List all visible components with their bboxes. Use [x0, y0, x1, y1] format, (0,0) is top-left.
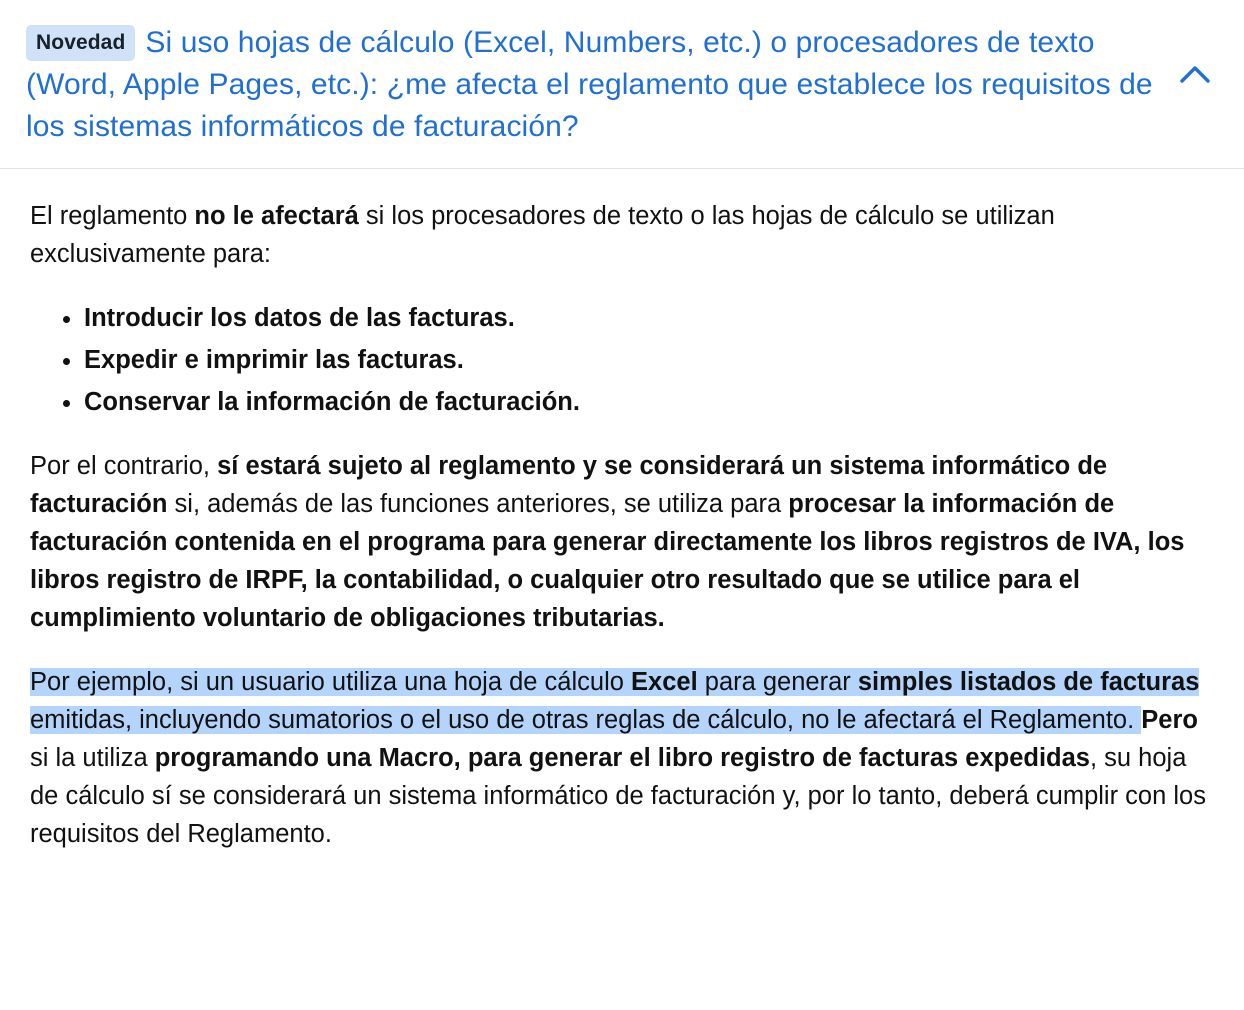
chevron-up-icon[interactable] — [1172, 52, 1218, 98]
para2-bold-2: procesar la información de facturación contenida en el programa para generar directamente los libros registros de IVA, los libros registro de IRPF, la contabilidad, o cualquier otro resultado que se utilice para el cumplimiento voluntario de obligaciones tributarias. — [30, 490, 1185, 632]
para3-bold-4: programando una Macro, para generar el libro registro de facturas expedidas — [154, 744, 1090, 772]
para2-text-2: si, además de las funciones anteriores, se utiliza para — [167, 490, 789, 518]
faq-answer-body — [0, 169, 1244, 883]
list-item: • Conservar la información de facturación. — [84, 383, 1214, 421]
faq-question-text — [26, 22, 1154, 148]
faq-question-label: Si uso hojas de cálculo (Excel, Numbers, etc.) o procesadores de texto (Word, Apple Pages, etc.): ¿me afecta el reglamento que establece los requisitos de los sistemas informáticos de facturación? — [26, 26, 1153, 143]
para2-text-1: Por el contrario, — [30, 452, 218, 480]
list-item: • Introducir los datos de las facturas. — [84, 299, 1214, 337]
para3-bold-3: Pero — [1141, 706, 1198, 734]
para3-highlight-3: emitidas, incluyendo sumatorios o el uso de otras reglas de cálculo, no le afectará el Reglamento. — [30, 706, 1142, 734]
para2-bold-1: sí estará sujeto al reglamento y se considerará un sistema informático de facturación — [30, 452, 1108, 518]
faq-question-header[interactable] — [0, 0, 1244, 169]
list-item: • Expedir e imprimir las facturas. — [84, 341, 1214, 379]
intro-text-2: si los procesadores de texto o las hojas de cálculo se utilizan exclusivamente para: — [30, 202, 1055, 268]
answer-paragraph-subject — [30, 447, 1214, 637]
para3-highlight-1: Por ejemplo, si un usuario utiliza una hoja de cálculo — [30, 668, 632, 696]
intro-text-1: El reglamento — [30, 202, 195, 230]
intro-bold: no le afectará — [194, 202, 359, 230]
novedad-badge: Novedad — [26, 25, 135, 61]
exempt-uses-list — [30, 299, 1214, 421]
answer-paragraph-example — [30, 663, 1214, 853]
para3-text-5: , su hoja de cálculo sí se considerará un sistema informático de facturación y, por lo tanto, deberá cumplir con los requisitos del Reglamento. — [30, 744, 1206, 848]
para3-bold-1: Excel — [631, 668, 698, 696]
answer-paragraph-intro — [30, 197, 1214, 273]
para3-bold-2: simples listados de facturas — [857, 668, 1200, 696]
para3-text-4: si la utiliza — [30, 744, 155, 772]
para3-highlight-2: para generar — [697, 668, 858, 696]
